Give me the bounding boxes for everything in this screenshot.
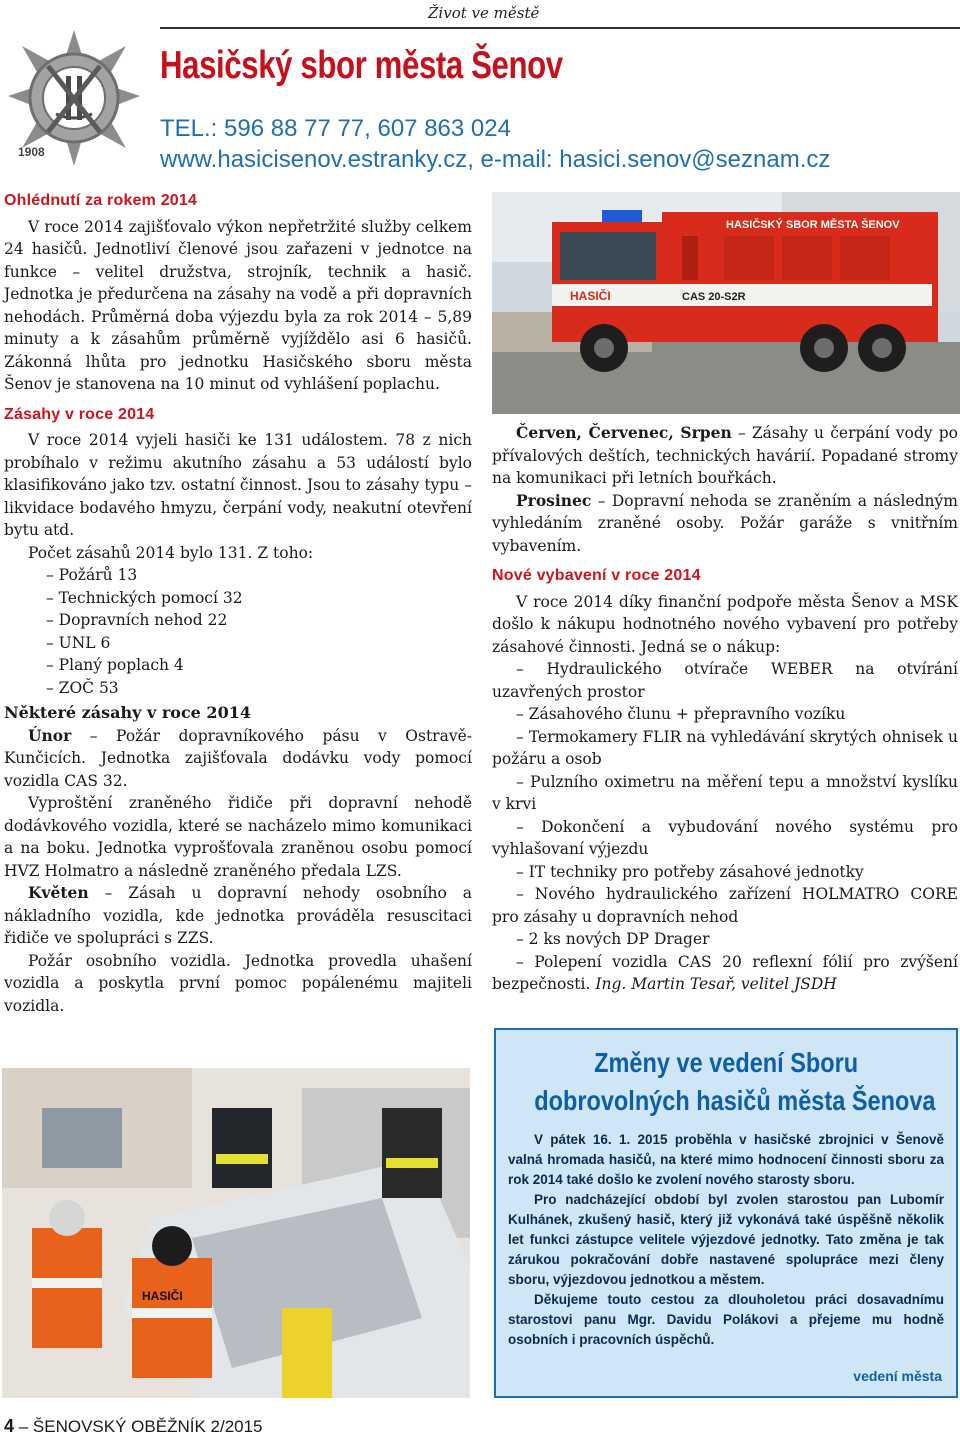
rescue-operation-photo (2, 1068, 470, 1398)
phone-line: TEL.: 596 88 77 77, 607 863 024 (160, 115, 511, 142)
box-title-line1: Změny ve vedení Sboru (593, 1047, 859, 1078)
list-item: – Technických pomocí 32 (46, 588, 243, 607)
header-rule (160, 27, 960, 29)
truck-cab-sign: HASIČI (570, 289, 611, 303)
list-item-last (492, 951, 958, 996)
fire-truck-photo (492, 192, 960, 414)
section-label: Život ve městě (428, 4, 540, 22)
paragraph-text: – Zásahy u čerpání vody po přívalových deštích, technických havárií. Popadané stromy na komunikaci při letních bouřkách. (492, 424, 958, 487)
truck-side-sign: HASIČSKÝ SBOR MĚSTA ŠENOV (726, 219, 900, 231)
box-title (496, 1044, 956, 1120)
heading-review-2014: Ohlédnutí za rokem 2014 (4, 192, 198, 209)
month-label: Prosinec (516, 490, 592, 510)
list-item: – Pulzního oximetru na měření tepu a množství kyslíku v krvi (492, 772, 958, 813)
paragraph-text: – Požár dopravníkového pásu v Ostravě-Kunčicích. Jednotka zajišťovala dodávku vody pomocí vozidla CAS 32. (4, 726, 472, 790)
paragraph-review: V roce 2014 zajišťovalo výkon nepřetržité služby celkem 24 hasičů. Jednotliví členové jsou zařazeni v jednotce na funkce – velitel družstva, strojník, technik a hasič. Jednotka je předurčena na zásahy na vodě a při dopravních nehodách. Průměrná doba výjezdu byla za rok 2014 – 5,89 minuty a k zásahům průměrně vyjíždělo asi 6 hasičů. Zákonná lhůta pro jednotku Hasičského sboru města Šenov je stanovena na 10 minut od vyhlášení poplachu. (4, 217, 472, 393)
left-column (4, 190, 472, 1017)
list-item: – Termokamery FLIR na vyhledávání skrytých ohnisek u požáru a osob (492, 727, 958, 768)
leadership-change-box (494, 1028, 958, 1398)
month-label: Květen (28, 883, 89, 902)
box-paragraph: Děkujeme touto cestou za dlouholetou práci dosavadnímu starostovi panu Mgr. Davidu Polákovi a přejeme mu hodně osobních i pracovních úspěchů. (508, 1292, 944, 1347)
list-item-text: – Polepení vozidla CAS 20 reflexní fólií pro zvýšení bezpečnosti. (492, 952, 958, 993)
logo-year: 1908 (18, 145, 45, 159)
heading-some-interventions: Některé zásahy v roce 2014 (4, 703, 251, 722)
month-label: Únor (28, 725, 72, 745)
box-title-line2: dobrovolných hasičů města Šenova (534, 1085, 936, 1116)
heading-interventions-2014: Zásahy v roce 2014 (4, 405, 155, 423)
list-item: – Zásahového člunu + přepravního vozíku (516, 705, 846, 723)
paragraph-text: – Dopravní nehoda se zraněním a následným vyhledáním zraněné osoby. Požár garáže s vnitřním vybavením. (492, 491, 958, 555)
paragraph-summer (492, 422, 958, 490)
box-signature: vedení města (853, 1368, 942, 1384)
box-paragraph: Pro nadcházející období byl zvolen starostou pan Lubomír Kulhánek, zkušený hasič, který již vykonává také úspěšně několik let funkci zástupce velitele výjezdové jednotky. Tato změna je tak zárukou pokračování dobře nastavené spolupráce mezi členy sboru, výjezdovou jednotkou a městem. (508, 1192, 944, 1287)
box-body (508, 1130, 944, 1350)
box-paragraph: V pátek 16. 1. 2015 proběhla v hasičské zbrojnici v Šenově valná hromada hasičů, na které mimo hodnocení činnosti sboru za rok 2014 také došlo ke zvolení nového starosty sboru. (508, 1132, 944, 1187)
list-item: – Dokončení a vybudování nového systému pro vyhlašovaní výjezdu (492, 817, 958, 858)
month-label: Červen, Červenec, Srpen (516, 423, 732, 442)
paragraph-december (492, 490, 958, 558)
paragraph-equipment: V roce 2014 díky finanční podpoře města Šenov a MSK došlo k nákupu hodnotného nového vybavení pro potřeby zásahové činnosti. Jedná se o nákup: (492, 592, 958, 656)
page-title: Hasičský sbor města Šenov (160, 44, 563, 87)
paragraph-february (4, 725, 472, 793)
footer-publication: – ŠENOVSKÝ OBĚŽNÍK 2/2015 (14, 1417, 263, 1436)
web-email-line: www.hasicisenov.estranky.cz, e-mail: hasici.senov@seznam.cz (160, 146, 831, 173)
right-column (492, 422, 958, 996)
author-signature: Ing. Martin Tesař, velitel JSDH (595, 975, 837, 993)
paragraph-rescue: Vyproštění zraněného řidiče při dopravní nehodě dodávkového vozidla, které se nacházelo mimo komunikaci a na boku. Jednotka vyprošťovala zraněnou osobu pomocí HVZ Holmatro a následně zraněného předala LZS. (4, 794, 472, 880)
list-item: – ZOČ 53 (46, 678, 119, 697)
list-item: – Požárů 13 (46, 566, 138, 584)
list-item: – UNL 6 (46, 633, 111, 652)
paragraph-text: – Zásah u dopravní nehody osobního a nákladního vozidla, kde jednotka prováděla resuscitaci řidiče ve spolupráci s ZZS. (4, 884, 472, 947)
truck-code: CAS 20-S2R (682, 291, 746, 303)
paragraph-car-fire: Požár osobního vozidla. Jednotka provedla uhašení vozidla a poskytla první pomoc popálenému majiteli vozidla. (4, 951, 472, 1015)
paragraph-interventions: V roce 2014 vyjeli hasiči ke 131 událostem. 78 z nich probíhalo v režimu akutního zásahu a 53 událostí bylo klasifikováno jako tzv. ostatní činnost. Jsou to zásahy typu – likvidace bodavého hmyzu, čerpání vody, neakutní otevření bytu atd. (4, 431, 472, 539)
list-item: – Nového hydraulického zařízení HOLMATRO CORE pro zásahy u dopravních nehod (492, 885, 958, 926)
list-item: – Hydraulického otvírače WEBER na otvírání uzavřených prostor (492, 660, 958, 701)
paragraph-count: Počet zásahů 2014 bylo 131. Z toho: (28, 543, 314, 562)
list-item: – Planý poplach 4 (46, 656, 184, 674)
list-item: – 2 ks nových DP Drager (516, 930, 710, 948)
vest-label: HASIČI (142, 1289, 183, 1303)
fire-brigade-logo (6, 28, 142, 174)
heading-new-equipment: Nové vybavení v roce 2014 (492, 567, 701, 584)
list-item: – Dopravních nehod 22 (46, 611, 228, 629)
paragraph-may (4, 882, 472, 950)
page-footer (4, 1416, 263, 1437)
page-number: 4 (4, 1416, 15, 1436)
list-item: – IT techniky pro potřeby zásahové jednotky (516, 862, 864, 881)
